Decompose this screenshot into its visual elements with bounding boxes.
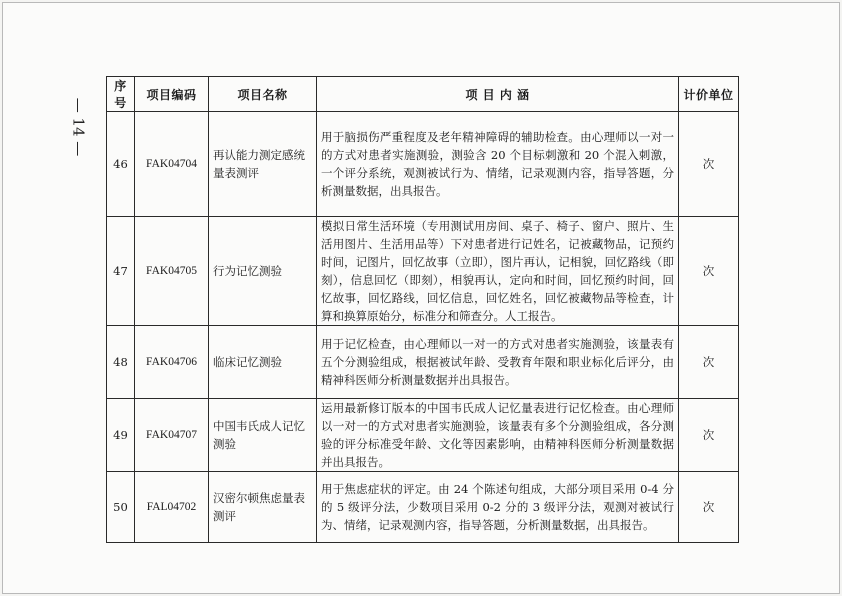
- table-row: [107, 399, 739, 472]
- row-name: 临床记忆测验: [209, 326, 317, 399]
- row-content: 用于脑损伤严重程度及老年精神障碍的辅助检查。由心理师以一对一的方式对患者实施测验，测验含 20 个目标刺激和 20 个混入刺激，一个评分系统，观测被试行为、情绪，记录观测内容，指导答题，分析测量数据，出具报告。: [317, 112, 679, 217]
- table-row: [107, 112, 739, 217]
- row-code: FAK04707: [135, 399, 209, 472]
- row-unit: 次: [679, 399, 739, 472]
- row-no: 47: [107, 217, 135, 326]
- header-unit: 计价单位: [679, 77, 739, 112]
- page-number-text: — 14 —: [69, 97, 87, 157]
- row-code: FAK04706: [135, 326, 209, 399]
- row-name: 汉密尔顿焦虑量表测评: [209, 472, 317, 543]
- table-header-row: [107, 77, 739, 112]
- row-unit: 次: [679, 472, 739, 543]
- row-name: 再认能力测定感统量表测评: [209, 112, 317, 217]
- row-code: FAK04704: [135, 112, 209, 217]
- table-row: [107, 326, 739, 399]
- header-content: 项 目 内 涵: [317, 77, 679, 112]
- row-unit: 次: [679, 217, 739, 326]
- header-code: 项目编码: [135, 77, 209, 112]
- row-name: 行为记忆测验: [209, 217, 317, 326]
- row-no: 49: [107, 399, 135, 472]
- row-content: 用于焦虑症状的评定。由 24 个陈述句组成，大部分项目采用 0-4 分的 5 级评分法，少数项目采用 0-2 分的 3 级评分法，观测对被试行为、情绪，记录观测内容，指导答题，分析测量数据，出具报告。: [317, 472, 679, 543]
- row-content: 用于记忆检查，由心理师以一对一的方式对患者实施测验，该量表有五个分测验组成，根据被试年龄、受教育年限和职业标化后评分，由精神科医师分析测量数据并出具报告。: [317, 326, 679, 399]
- page-number: [66, 82, 90, 172]
- row-code: FAL04702: [135, 472, 209, 543]
- row-code: FAK04705: [135, 217, 209, 326]
- row-content: 运用最新修订版本的中国韦氏成人记忆量表进行记忆检查。由心理师以一对一的方式对患者实施测验，该量表有多个分测验组成，各分测验的评分标准受年龄、文化等因素影响，由精神科医师分析测量数据并出具报告。: [317, 399, 679, 472]
- row-name: 中国韦氏成人记忆测验: [209, 399, 317, 472]
- header-no: 序号: [107, 77, 135, 112]
- fee-table: [106, 76, 739, 543]
- row-content: 模拟日常生活环境（专用测试用房间、桌子、椅子、窗户、照片、生活用图片、生活用品等）下对患者进行记姓名，记被藏物品，记预约时间，记图片，回忆故事（立即），图片再认，记相貌，回忆路线（即刻），信息回忆（即刻），相貌再认，定向和时间，回忆预约时间，回忆故事，回忆路线，回忆信息，回忆姓名，回忆被藏物品等检查，计算和换算原始分，标准分和筛查分。人工报告。: [317, 217, 679, 326]
- table-row: [107, 217, 739, 326]
- row-no: 46: [107, 112, 135, 217]
- row-unit: 次: [679, 112, 739, 217]
- row-unit: 次: [679, 326, 739, 399]
- table-row: [107, 472, 739, 543]
- row-no: 50: [107, 472, 135, 543]
- row-no: 48: [107, 326, 135, 399]
- header-name: 项目名称: [209, 77, 317, 112]
